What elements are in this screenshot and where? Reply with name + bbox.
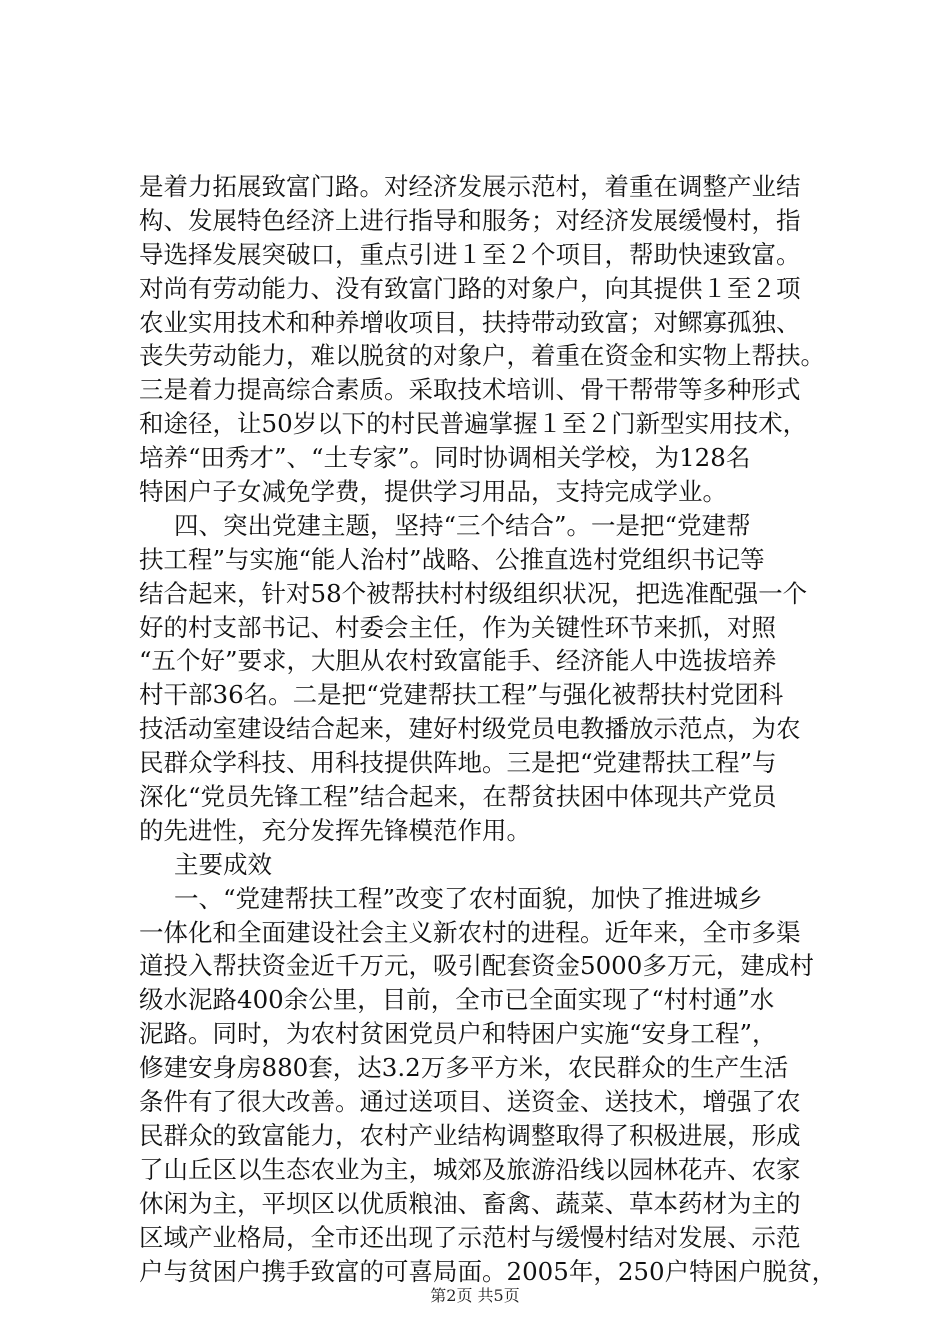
text-line: 技活动室建设结合起来，建好村级党员电教播放示范点，为农	[139, 714, 801, 744]
text-line: 民群众的致富能力，农村产业结构调整取得了积极进展，形成	[139, 1120, 801, 1150]
text-line: “五个好”要求，大胆从农村致富能手、经济能人中选拔培养	[139, 646, 777, 676]
text-line: 和途径，让50岁以下的村民普遍掌握１至２门新型实用技术，	[139, 409, 808, 439]
text-line: 三是着力提高综合素质。采取技术培训、骨干帮带等多种形式	[139, 375, 801, 405]
text-line: 泥路。同时，为农村贫困党员户和特困户实施“安身工程”，	[139, 1019, 777, 1049]
text-line: 了山丘区以生态农业为主，城郊及旅游沿线以园林花卉、农家	[139, 1154, 801, 1184]
text-line: 民群众学科技、用科技提供阵地。三是把“党建帮扶工程”与	[139, 748, 777, 778]
text-line: 农业实用技术和种养增收项目，扶持带动致富；对鳏寡孤独、	[139, 307, 801, 337]
text-line: 的先进性，充分发挥先锋模范作用。	[139, 815, 531, 845]
text-line: 扶工程”与实施“能人治村”战略、公推直选村党组织书记等	[139, 544, 765, 574]
text-line: 特困户子女减免学费，提供学习用品，支持完成学业。	[139, 477, 727, 507]
text-line: 级水泥路400余公里，目前，全市已全面实现了“村村通”水	[139, 985, 775, 1015]
text-line: 好的村支部书记、村委会主任，作为关键性环节来抓，对照	[139, 612, 776, 642]
text-line: 是着力拓展致富门路。对经济发展示范村，着重在调整产业结	[139, 172, 801, 201]
text-line: 一、“党建帮扶工程”改变了农村面貌，加快了推进城乡	[174, 883, 763, 913]
text-line: 村干部36名。二是把“党建帮扶工程”与强化被帮扶村党团科	[139, 680, 784, 710]
document-body	[139, 170, 839, 1288]
page-footer: 第2页 共5页	[430, 1286, 520, 1305]
text-line: 四、突出党建主题，坚持“三个结合”。一是把“党建帮	[174, 510, 751, 540]
text-line: 导选择发展突破口，重点引进１至２个项目，帮助快速致富。	[139, 239, 801, 269]
text-line: 深化“党员先锋工程”结合起来，在帮贫扶困中体现共产党员	[139, 782, 777, 812]
text-line: 休闲为主，平坝区以优质粮油、畜禽、蔬菜、草本药材为主的	[139, 1188, 801, 1218]
text-line: 道投入帮扶资金近千万元，吸引配套资金5000多万元，建成村	[139, 951, 814, 981]
text-line: 区域产业格局，全市还出现了示范村与缓慢村结对发展、示范	[139, 1222, 801, 1252]
text-line: 结合起来，针对58个被帮扶村村级组织状况，把选准配强一个	[139, 578, 808, 608]
text-line: 一体化和全面建设社会主义新农村的进程。近年来，全市多渠	[139, 917, 801, 947]
text-line: 条件有了很大改善。通过送项目、送资金、送技术，增强了农	[139, 1087, 801, 1117]
text-line: 主要成效	[174, 849, 272, 879]
text-line: 对尚有劳动能力、没有致富门路的对象户，向其提供１至２项	[139, 273, 801, 303]
text-line: 培养“田秀才”、“土专家”。同时协调相关学校，为128名	[139, 443, 751, 473]
text-line: 户与贫困户携手致富的可喜局面。2005年，250户特困户脱贫，	[139, 1256, 837, 1286]
text-line: 构、发展特色经济上进行指导和服务；对经济发展缓慢村，指	[139, 205, 801, 235]
text-line: 修建安身房880套，达3.2万多平方米，农民群众的生产生活	[139, 1053, 789, 1083]
text-line: 丧失劳动能力，难以脱贫的对象户，着重在资金和实物上帮扶。	[139, 341, 825, 371]
